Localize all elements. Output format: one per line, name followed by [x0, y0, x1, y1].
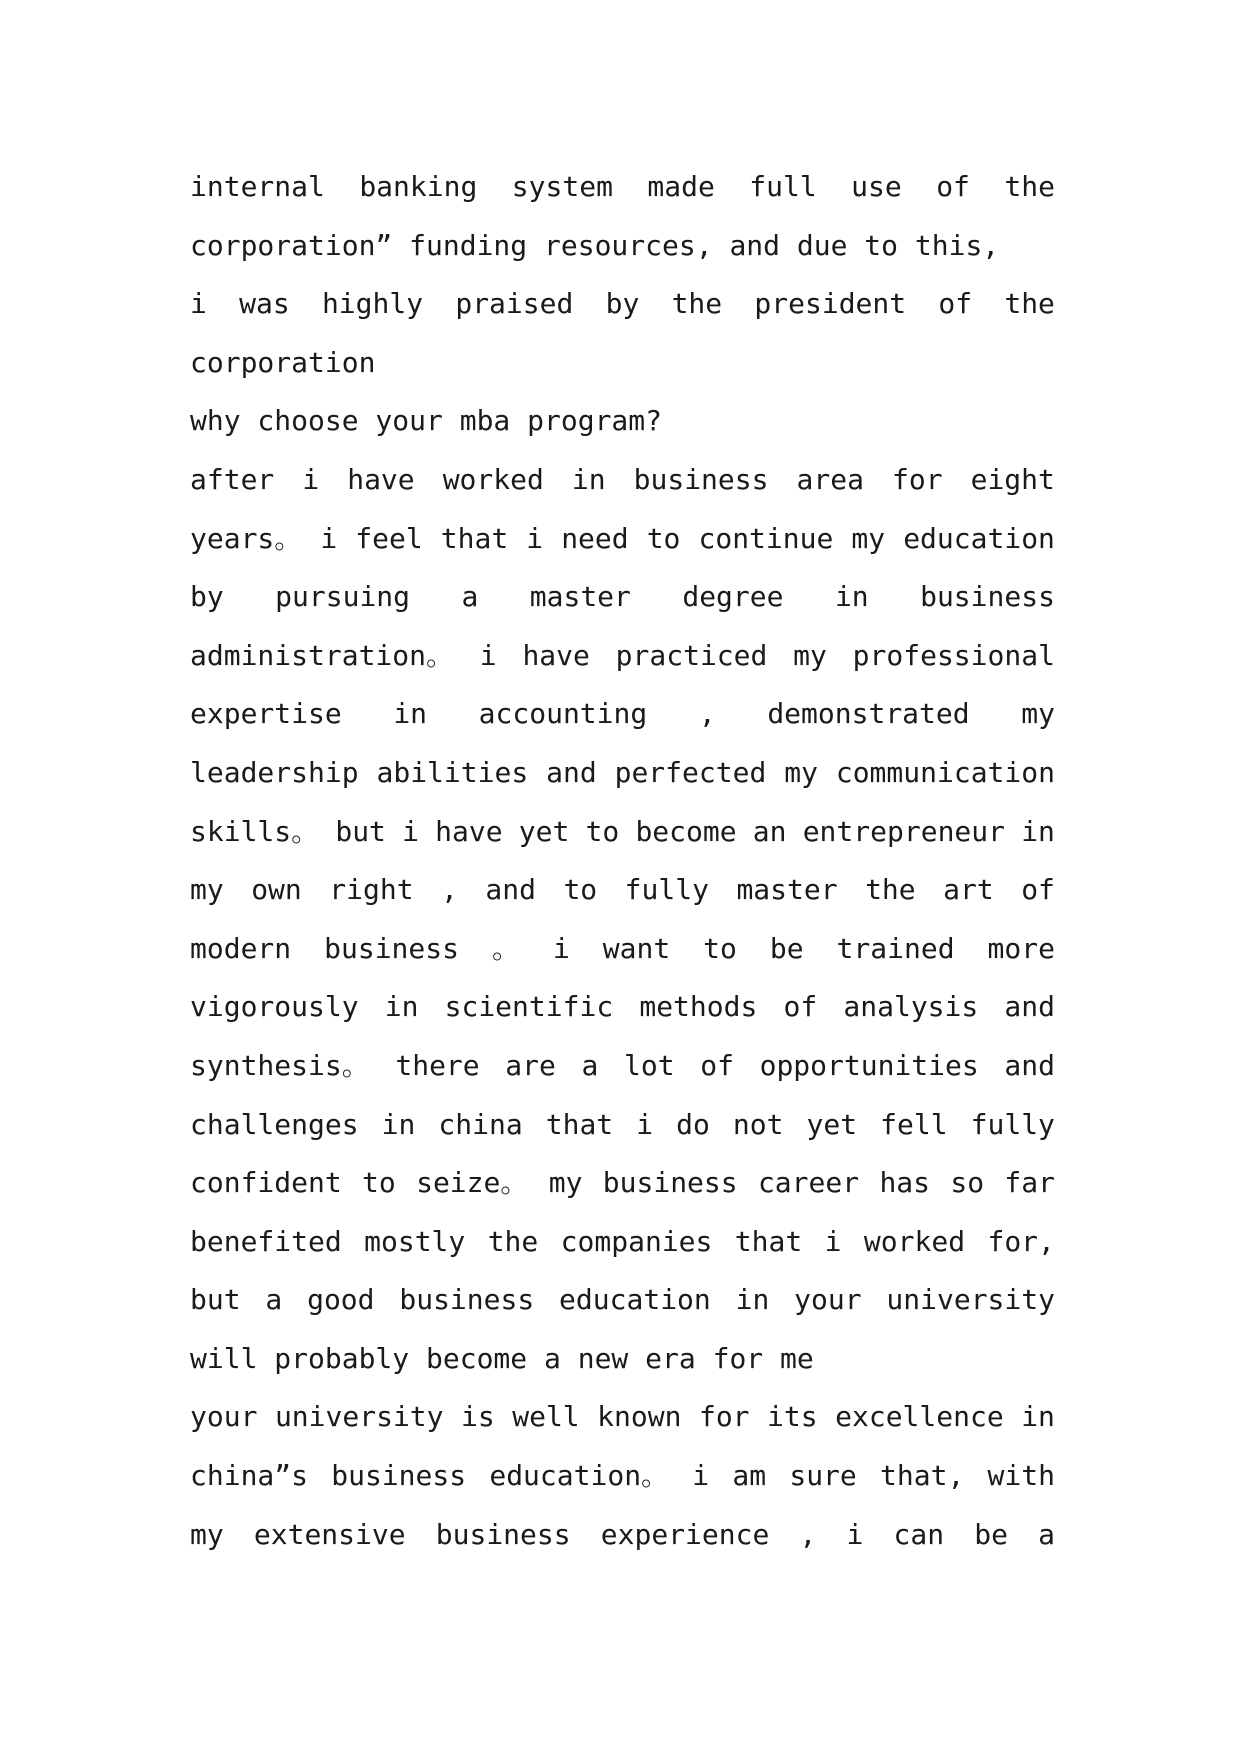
body-text — [190, 158, 1055, 1564]
text-line: benefited mostly the companies that i worked for, — [190, 1224, 1055, 1258]
text-line: your university is well known for its excellence in — [190, 1400, 1055, 1434]
text-line: expertise in accounting , demonstrated my — [190, 697, 1055, 731]
text-line: corporation” funding resources, and due to this, — [190, 228, 1000, 262]
text-line: my extensive business experience , i can be a — [190, 1517, 1055, 1551]
text-line: china”s business education。 i am sure that, with — [190, 1459, 1055, 1493]
text-line: synthesis。 there are a lot of opportunities and — [190, 1048, 1055, 1082]
text-line: i was highly praised by the president of the — [190, 287, 1055, 321]
text-line: corporation — [190, 345, 376, 379]
text-line: by pursuing a master degree in business — [190, 580, 1055, 614]
text-line: years。 i feel that i need to continue my education — [190, 521, 1055, 555]
text-line: vigorously in scientific methods of analysis and — [190, 990, 1055, 1024]
text-line: skills。 but i have yet to become an entrepreneur in — [190, 814, 1055, 848]
text-line: but a good business education in your university — [190, 1283, 1055, 1317]
text-line: challenges in china that i do not yet fell fully — [190, 1107, 1055, 1141]
text-line: after i have worked in business area for eight — [190, 462, 1055, 496]
text-line: administration。 i have practiced my professional — [190, 638, 1055, 672]
text-line: confident to seize。 my business career has so far — [190, 1166, 1055, 1200]
text-line: my own right , and to fully master the art of — [190, 873, 1055, 907]
text-line: will probably become a new era for me — [190, 1341, 814, 1375]
text-line: why choose your mba program? — [190, 404, 663, 438]
text-line: leadership abilities and perfected my communication — [190, 755, 1055, 789]
text-line: internal banking system made full use of the — [190, 170, 1055, 203]
text-line: modern business 。 i want to be trained more — [190, 931, 1055, 965]
